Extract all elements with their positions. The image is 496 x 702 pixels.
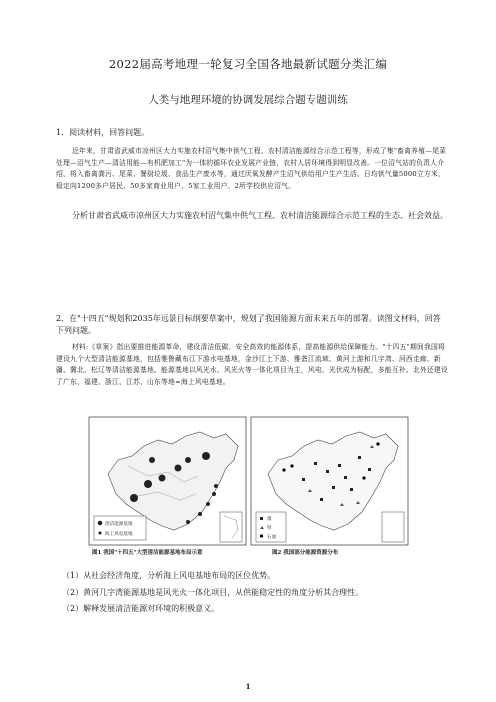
question-2-material: 材料:《草案》指出要推进能源革命，建设清洁低碳、安全高效的能源体系，提高能源供给保障能力。"十四五"期间我国将建设九个大型清洁能源基地，包括雅鲁藏布江下游水电基地，金沙江上下游、雅砻江流域、黄河上游和几字湾、河西走廊、新疆、冀北、松辽等清洁能源基地。能源基地以风光水、风光火等一体化项目为主，风电、光伏成为标配，多能互补。北外还建设了广东、福建、浙江、江苏、山东等地=海上风电基地。 [56,343,448,386]
map1-base-marker [175,465,182,472]
map1-inset [220,512,242,542]
figure-2-caption: 图2 我国部分能源资源分布 [272,550,339,556]
map1-base-marker [130,494,138,502]
map1-base-marker [144,480,152,488]
question-1-stem: 1．阅读材料，回答问题。 [56,128,150,137]
page-number: 1 [245,682,251,691]
document-subtitle: 人类与地理环境的协调发展综合题专题训练 [148,94,348,106]
map2-legend-coal: 煤 [267,517,272,522]
question-2-sub-1: （1）从社会经济角度，分析海上风电基地布局的区位优势。 [62,571,276,580]
figure-1-caption: 图1 我国"十四五"大型清洁能源基地布局示意 [92,550,203,556]
map2-legend-oil: 石油 [267,535,277,540]
document-title: 2022届高考地理一轮复习全国各地最新试题分类汇编 [108,57,388,71]
map1-base-marker [202,452,210,460]
question-1-material: 近年来，甘肃省武威市凉州区大力实施农村沼气集中供气工程、农村清洁能源综合示范工程等，形成了集"畜禽养殖—尾菜处理—沼气生产—清洁用能—有机肥加工"为一体的循环农业发展产业链，农村人居环境得到明显改善。一位沼气站的负责人介绍，将入畜禽粪污、尾菜、餐厨垃圾、食品生产废水等，通过厌氧发酵产生沼气供给用户生产生活。日均供气量5000立方米，稳定向1200多户居民、50多家商业用户、5家工业用户、2所学校供应沼气。 [56,147,447,190]
map1-legend-offshore-wind: 海上风电基地 [105,532,133,537]
question-2-sub-2: （2）黄河几字湾能源基地是风光火一体化项目，从供能稳定性的角度分析其合理性。 [62,588,364,597]
map1-offshore-marker [206,502,210,506]
map1-base-marker [185,457,191,463]
question-2-sub-3: （2）解释发展清洁能源对环境的积极意义。 [62,604,220,613]
map1-base-marker [149,457,155,463]
map1-offshore-marker [214,484,218,488]
map2-legend-iron: 铁 [267,526,272,531]
map1-legend-clean-base: 清洁能源基地 [105,522,133,527]
map1-offshore-marker [212,492,216,496]
question-2-stem: 2．在"十四五"规划和2035年远景目标纲要草案中，规划了我国能源方面未来五年的部署。读图文材料，回答下列问题。 [56,314,441,335]
map1-offshore-marker [186,520,190,524]
map2-inset [382,512,404,542]
map1-base-marker [159,475,166,482]
map1-offshore-marker [198,512,202,516]
figures-block [88,416,410,558]
maps-figure [88,416,410,558]
question-1-prompt: 分析甘肃省武威市凉州区大力实施农村沼气集中供气工程、农村清洁能源综合示范工程的生态、社会效益。 [72,211,448,220]
